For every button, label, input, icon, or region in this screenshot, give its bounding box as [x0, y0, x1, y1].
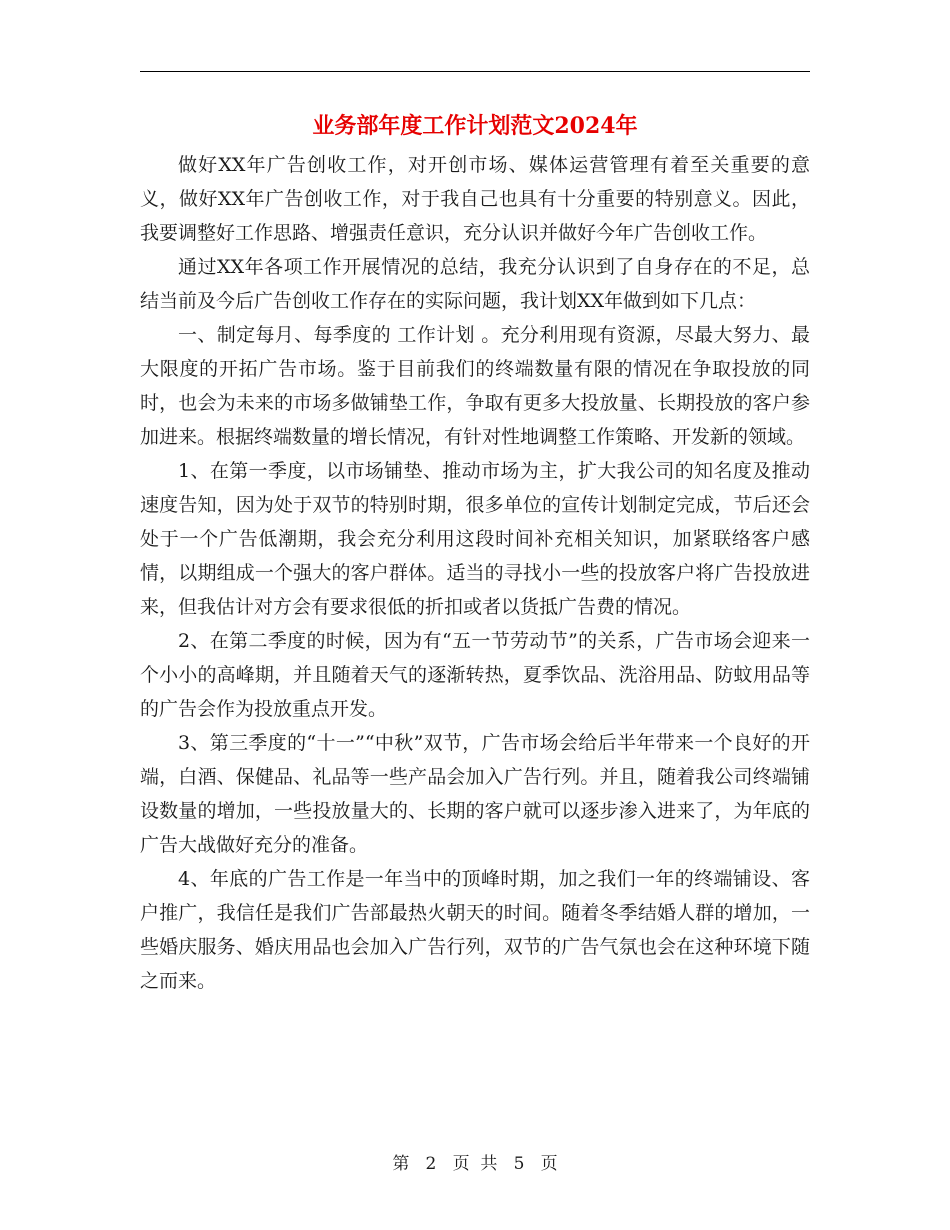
paragraph-quarter-1: 1、在第一季度，以市场铺垫、推动市场为主，扩大我公司的知名度及推动速度告知，因为处于双节的特别时期，很多单位的宣传计划制定完成，节后还会处于一个广告低潮期，我会充分利用这段时间补充相关知识，加紧联络客户感情，以期组成一个强大的客户群体。适当的寻找小一些的投放客户将广告投放进来，但我估计对方会有要求很低的折扣或者以货抵广告费的情况。	[140, 460, 810, 618]
footer-total-pages: 5	[513, 1154, 525, 1174]
page-footer	[140, 1152, 810, 1176]
paragraph-quarter-2: 2、在第二季度的时候，因为有“五一节劳动节”的关系，广告市场会迎来一个小小的高峰期，并且随着天气的逐渐转热，夏季饮品、洗浴用品、防蚊用品等的广告会作为投放重点开发。	[140, 630, 810, 720]
paragraph-intro: 做好XX年广告创收工作，对开创市场、媒体运营管理有着至关重要的意义，做好XX年广告创收工作，对于我自己也具有十分重要的特别意义。因此，我要调整好工作思路、增强责任意识，充分认识并做好今年广告创收工作。	[140, 154, 810, 244]
document-title: 业务部年度工作计划范文2024年	[312, 113, 638, 139]
footer-label-of: 页 共	[452, 1154, 498, 1174]
footer-current-page: 2	[425, 1154, 437, 1174]
footer-label-pages: 页	[540, 1154, 558, 1174]
paragraph-plan-1: 一、制定每月、每季度的 工作计划 。充分利用现有资源，尽最大努力、最大限度的开拓广告市场。鉴于目前我们的终端数量有限的情况在争取投放的同时，也会为未来的市场多做铺垫工作，争取有更多大投放量、长期投放的客户参加进来。根据终端数量的增长情况，有针对性地调整工作策略、开发新的领域。	[140, 324, 810, 448]
footer-label-page: 第	[392, 1154, 410, 1174]
paragraph-summary: 通过XX年各项工作开展情况的总结，我充分认识到了自身存在的不足，总结当前及今后广告创收工作存在的实际问题，我计划XX年做到如下几点：	[140, 256, 810, 312]
paragraph-quarter-4: 4、年底的广告工作是一年当中的顶峰时期，加之我们一年的终端铺设、客户推广，我信任是我们广告部最热火朝天的时间。随着冬季结婚人群的增加，一些婚庆服务、婚庆用品也会加入广告行列，双节的广告气氛也会在这种环境下随之而来。	[140, 868, 810, 992]
header-rule	[140, 71, 810, 72]
document-body	[140, 148, 810, 998]
paragraph-quarter-3: 3、第三季度的“十一”“中秋”双节，广告市场会给后半年带来一个良好的开端，白酒、保健品、礼品等一些产品会加入广告行列。并且，随着我公司终端铺设数量的增加，一些投放量大的、长期的客户就可以逐步渗入进来了，为年底的广告大战做好充分的准备。	[140, 732, 810, 856]
